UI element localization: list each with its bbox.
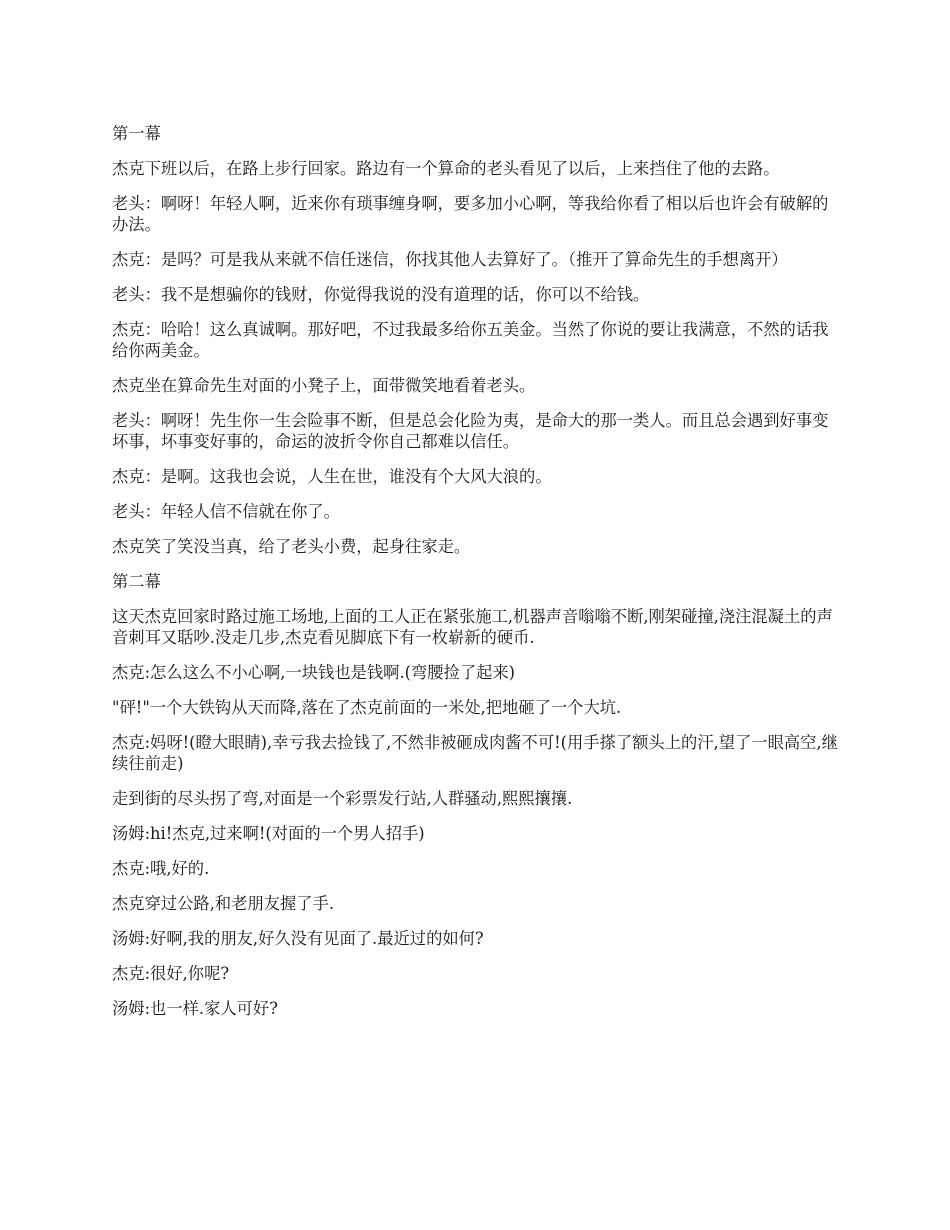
document-body — [112, 123, 842, 1033]
scene-heading: 第一幕 — [112, 124, 161, 143]
dialogue-line: 汤姆:好啊,我的朋友,好久没有见面了.最近过的如何? — [112, 929, 484, 948]
dialogue-line: 老头：我不是想骗你的钱财，你觉得我说的没有道理的话，你可以不给钱。 — [112, 285, 650, 304]
paragraph: 杰克坐在算命先生对面的小凳子上，面带微笑地看着老头。 — [112, 376, 536, 395]
dialogue-line: 老头：年轻人信不信就在你了。 — [112, 502, 340, 521]
paragraph: 杰克穿过公路,和老朋友握了手. — [112, 894, 335, 913]
dialogue-line: 杰克:很好,你呢? — [112, 964, 230, 983]
paragraph: 这天杰克回家时路过施工场地,上面的工人正在紧张施工,机器声音嗡嗡不断,刚架碰撞,浇注混凝土的声音刺耳又聒吵.没走几步,杰克看见脚底下有一枚崭新的硬币. — [112, 607, 833, 647]
paragraph: "砰!"一个大铁钩从天而降,落在了杰克前面的一米处,把地砸了一个大坑. — [112, 698, 622, 717]
scene-heading: 第二幕 — [112, 572, 161, 591]
dialogue-line: 杰克:哦,好的. — [112, 859, 210, 878]
dialogue-line: 老头：啊呀！先生你一生会险事不断，但是总会化险为夷，是命大的那一类人。而且总会遇到好事变坏事，坏事变好事的，命运的波折令你自己都难以信任。 — [112, 411, 829, 451]
dialogue-line: 杰克：是啊。这我也会说，人生在世，谁没有个大风大浪的。 — [112, 467, 552, 486]
dialogue-line: 杰克：哈哈！这么真诚啊。那好吧，不过我最多给你五美金。当然了你说的要让我满意，不然的话我给你两美金。 — [112, 320, 829, 360]
dialogue-line: 老头：啊呀！年轻人啊，近来你有琐事缠身啊，要多加小心啊，等我给你看了相以后也许会有破解的办法。 — [112, 194, 829, 234]
dialogue-line: 杰克:怎么这么不小心啊,一块钱也是钱啊.(弯腰捡了起来) — [112, 663, 516, 682]
dialogue-line: 汤姆:hi!杰克,过来啊!(对面的一个男人招手) — [112, 824, 425, 843]
paragraph: 走到街的尽头拐了弯,对面是一个彩票发行站,人群骚动,熙熙攘攘. — [112, 789, 573, 808]
dialogue-line: 杰克：是吗？可是我从来就不信任迷信，你找其他人去算好了。（推开了算命先生的手想离开） — [112, 250, 788, 269]
paragraph: 杰克笑了笑没当真，给了老头小费，起身往家走。 — [112, 537, 471, 556]
dialogue-line: 杰克:妈呀!(瞪大眼睛),幸亏我去捡钱了,不然非被砸成肉酱不可!(用手搽了额头上的汗,望了一眼高空,继续往前走) — [112, 733, 838, 773]
paragraph: 杰克下班以后，在路上步行回家。路边有一个算命的老头看见了以后，上来挡住了他的去路。 — [112, 159, 780, 178]
dialogue-line: 汤姆:也一样.家人可好? — [112, 999, 278, 1018]
